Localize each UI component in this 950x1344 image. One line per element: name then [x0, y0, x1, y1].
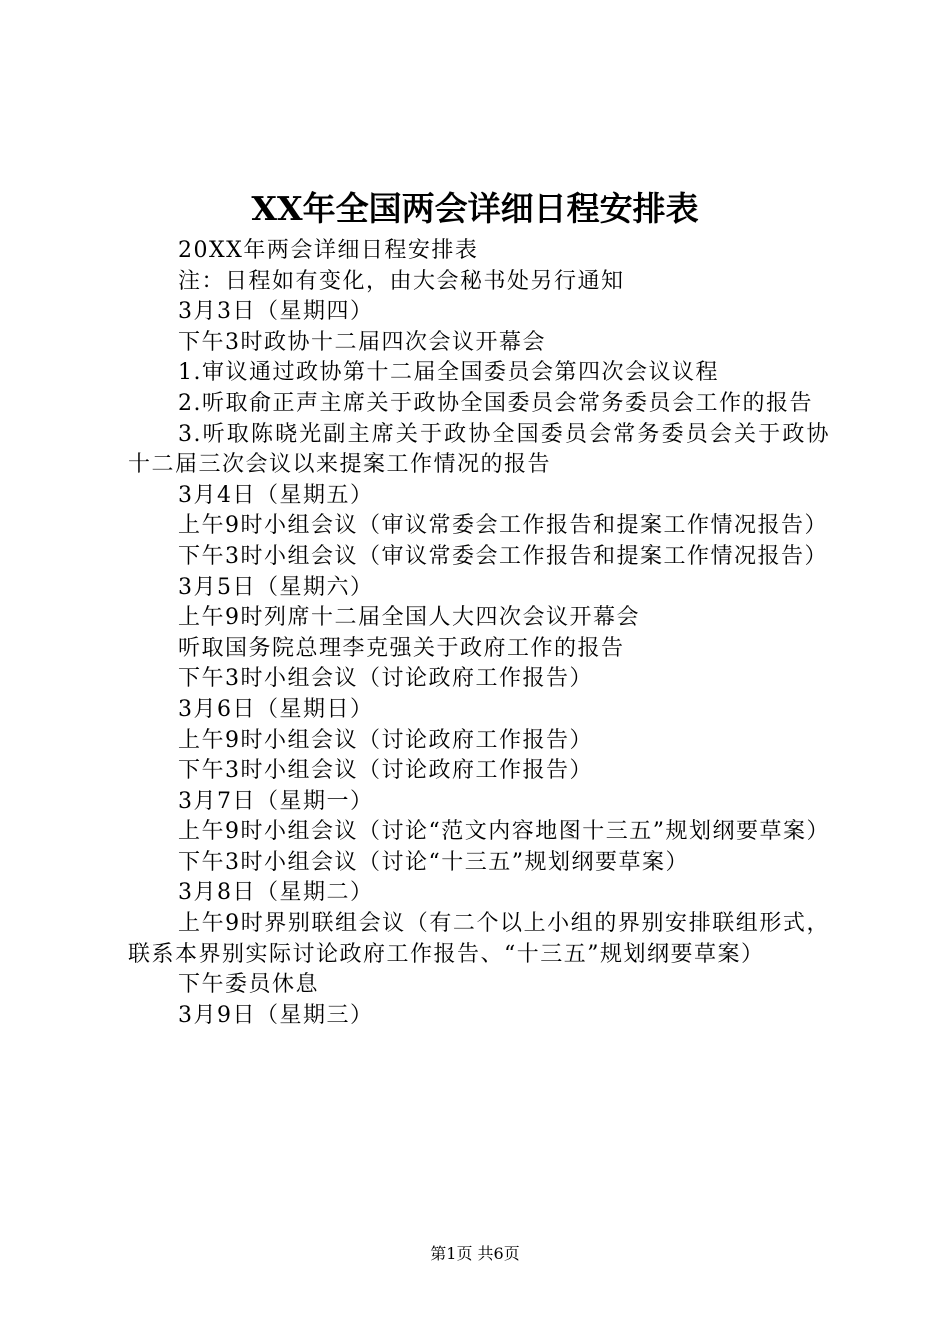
- paragraph: 下午3时小组会议（讨论“十三五”规划纲要草案）: [178, 849, 689, 875]
- paragraph: 上午9时列席十二届全国人大四次会议开幕会: [178, 605, 640, 631]
- paragraph: 上午9时界别联组会议（有二个以上小组的界别安排联组形式，联系本界别实际讨论政府工作报告、“十三五”规划纲要草案）: [128, 911, 830, 967]
- paragraph: 下午3时小组会议（审议常委会工作报告和提案工作情况报告）: [178, 543, 828, 569]
- paragraph: 3月3日（星期四）: [178, 299, 374, 325]
- paragraph: 3月5日（星期六）: [178, 574, 374, 600]
- paragraph: 听取国务院总理李克强关于政府工作的报告: [178, 635, 625, 661]
- paragraph: 3月6日（星期日）: [178, 696, 374, 722]
- paragraph: 3.听取陈晓光副主席关于政协全国委员会常务委员会关于政协十二届三次会议以来提案工作情况的报告: [128, 421, 830, 478]
- page-number-footer: 第1页 共6页: [430, 1244, 520, 1263]
- paragraph: 3月4日（星期五）: [178, 482, 374, 508]
- paragraph: 3月9日（星期三）: [178, 1002, 374, 1028]
- paragraph: 下午3时政协十二届四次会议开幕会: [178, 329, 546, 355]
- paragraph: 20XX年两会详细日程安排表: [178, 238, 479, 263]
- paragraph: 下午委员休息: [178, 972, 320, 998]
- paragraph: 上午9时小组会议（讨论“范文内容地图十三五”规划纲要草案）: [178, 819, 830, 845]
- paragraph: 上午9时小组会议（讨论政府工作报告）: [178, 727, 593, 753]
- document-body: [128, 236, 830, 1031]
- paragraph: 注：日程如有变化，由大会秘书处另行通知: [178, 268, 625, 294]
- paragraph: 下午3时小组会议（讨论政府工作报告）: [178, 666, 593, 692]
- paragraph: 上午9时小组会议（审议常委会工作报告和提案工作情况报告）: [178, 513, 828, 539]
- document-title: XX年全国两会详细日程安排表: [251, 189, 699, 228]
- paragraph: 1.审议通过政协第十二届全国委员会第四次会议议程: [178, 360, 719, 386]
- paragraph: 2.听取俞正声主席关于政协全国委员会常务委员会工作的报告: [178, 390, 813, 416]
- paragraph: 3月8日（星期二）: [178, 880, 374, 906]
- paragraph: 3月7日（星期一）: [178, 788, 374, 814]
- paragraph: 下午3时小组会议（讨论政府工作报告）: [178, 758, 593, 784]
